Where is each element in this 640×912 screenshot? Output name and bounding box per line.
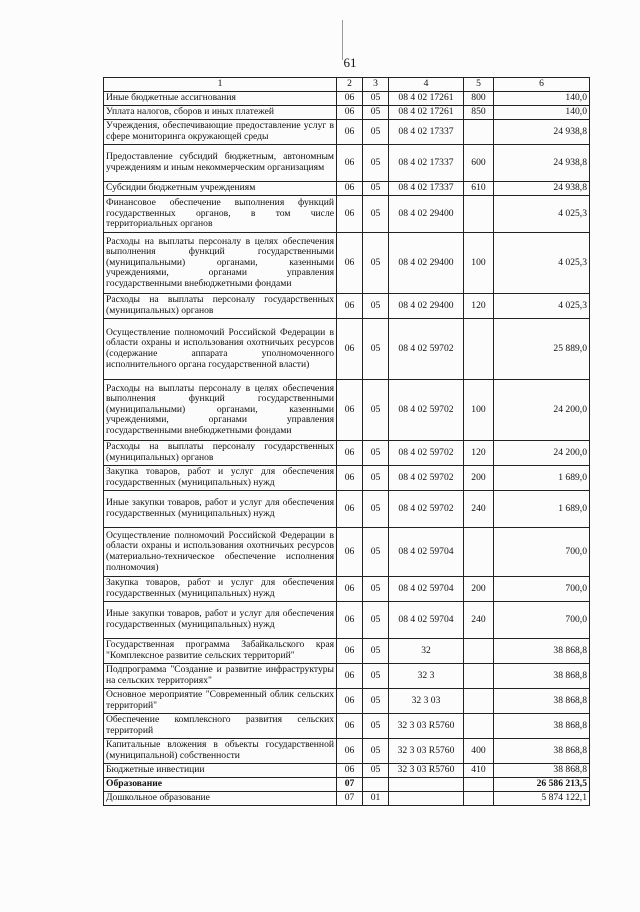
column-header: 5 (464, 78, 494, 92)
table-row (104, 120, 590, 145)
table-cell-subsection: 05 (363, 182, 389, 196)
table-cell-expense-type: 240 (464, 602, 494, 639)
table-cell-name: Бюджетные инвестиции (104, 764, 337, 778)
table-cell-target-code: 32 3 03 R5760 (389, 739, 464, 764)
table-cell-name: Капитальные вложения в объекты государственной (муниципальной) собственности (104, 739, 337, 764)
table-cell-target-code: 32 3 03 (389, 689, 464, 714)
table-cell-target-code: 08 4 02 17337 (389, 182, 464, 196)
table-cell-section: 06 (337, 319, 363, 380)
table-cell-expense-type: 610 (464, 182, 494, 196)
table-cell-target-code: 32 3 03 R5760 (389, 764, 464, 778)
table-row (104, 764, 590, 778)
table-cell-amount: 38 868,8 (494, 664, 590, 689)
table-cell-amount: 24 938,8 (494, 120, 590, 145)
table-cell-name: Подпрограмма "Создание и развитие инфраструктуры на сельских территориях" (104, 664, 337, 689)
table-cell-amount: 1 689,0 (494, 491, 590, 528)
table-cell-target-code: 08 4 02 59704 (389, 577, 464, 602)
table-cell-amount: 700,0 (494, 577, 590, 602)
table-cell-expense-type (464, 792, 494, 806)
table-cell-section: 06 (337, 602, 363, 639)
table-row (104, 196, 590, 233)
table-cell-name: Учреждения, обеспечивающие предоставление услуг в сфере мониторинга окружающей среды (104, 120, 337, 145)
table-cell-expense-type (464, 714, 494, 739)
table-cell-expense-type: 100 (464, 233, 494, 294)
table-cell-target-code: 08 4 02 59702 (389, 491, 464, 528)
table-cell-amount: 140,0 (494, 92, 590, 106)
table-cell-name: Закупка товаров, работ и услуг для обеспечения государственных (муниципальных) нужд (104, 577, 337, 602)
table-cell-amount: 38 868,8 (494, 639, 590, 664)
table-cell-name: Иные закупки товаров, работ и услуг для обеспечения государственных (муниципальных) нужд (104, 602, 337, 639)
table-cell-subsection: 05 (363, 528, 389, 577)
table-row (104, 528, 590, 577)
table-cell-subsection: 05 (363, 145, 389, 182)
table-cell-subsection: 05 (363, 466, 389, 491)
table-cell-expense-type: 100 (464, 380, 494, 441)
table-cell-section: 06 (337, 441, 363, 466)
table-cell-expense-type: 800 (464, 92, 494, 106)
table-cell-name: Предоставление субсидий бюджетным, автономным учреждениям и иным некоммерческим организациям (104, 145, 337, 182)
table-cell-amount: 24 938,8 (494, 145, 590, 182)
table-cell-target-code: 08 4 02 59702 (389, 466, 464, 491)
table-cell-expense-type: 600 (464, 145, 494, 182)
table-cell-expense-type: 120 (464, 441, 494, 466)
table-cell-amount: 4 025,3 (494, 233, 590, 294)
table-cell-target-code: 08 4 02 59702 (389, 441, 464, 466)
table-cell-amount: 38 868,8 (494, 689, 590, 714)
table-row (104, 739, 590, 764)
table-cell-name: Осуществление полномочий Российской Федерации в области охраны и использования охотничьих ресурсов (содержание аппарата уполномоченного исполнительного органа государственной власти) (104, 319, 337, 380)
table-row (104, 792, 590, 806)
table-row (104, 664, 590, 689)
table-row (104, 689, 590, 714)
table-row (104, 491, 590, 528)
table-cell-section: 06 (337, 92, 363, 106)
table-cell-section: 06 (337, 739, 363, 764)
table-cell-expense-type (464, 120, 494, 145)
table-cell-target-code: 08 4 02 17261 (389, 92, 464, 106)
table-cell-expense-type: 400 (464, 739, 494, 764)
table-cell-target-code: 08 4 02 29400 (389, 196, 464, 233)
table-cell-subsection: 05 (363, 319, 389, 380)
table-cell-target-code: 08 4 02 59704 (389, 602, 464, 639)
table-cell-subsection: 01 (363, 792, 389, 806)
table-cell-name: Образование (104, 778, 337, 792)
table-cell-amount: 26 586 213,5 (494, 778, 590, 792)
table-cell-section: 06 (337, 294, 363, 319)
table-row (104, 145, 590, 182)
table-cell-subsection (363, 778, 389, 792)
table-row (104, 233, 590, 294)
column-header: 4 (389, 78, 464, 92)
table-cell-name: Закупка товаров, работ и услуг для обеспечения государственных (муниципальных) нужд (104, 466, 337, 491)
table-cell-name: Государственная программа Забайкальского края "Комплексное развитие сельских территорий" (104, 639, 337, 664)
table-cell-subsection: 05 (363, 764, 389, 778)
table-cell-subsection: 05 (363, 639, 389, 664)
table-row (104, 639, 590, 664)
table-cell-section: 06 (337, 714, 363, 739)
table-cell-amount: 4 025,3 (494, 196, 590, 233)
table-row (104, 441, 590, 466)
table-cell-name: Расходы на выплаты персоналу государственных (муниципальных) органов (104, 441, 337, 466)
table-cell-expense-type (464, 319, 494, 380)
table-cell-target-code: 08 4 02 59704 (389, 528, 464, 577)
table-cell-subsection: 05 (363, 739, 389, 764)
table-cell-expense-type: 200 (464, 577, 494, 602)
table-cell-section: 06 (337, 577, 363, 602)
table-cell-amount: 25 889,0 (494, 319, 590, 380)
table-cell-section: 06 (337, 664, 363, 689)
table-row (104, 294, 590, 319)
table-cell-amount: 24 200,0 (494, 380, 590, 441)
table-row (104, 778, 590, 792)
table-cell-name: Расходы на выплаты персоналу в целях обеспечения выполнения функций государственными (муниципальными) органами, казенными учреждениями, органами управления государственными внебюджетными фондами (104, 233, 337, 294)
page-number: 61 (343, 55, 357, 70)
table-cell-amount: 24 200,0 (494, 441, 590, 466)
table-cell-subsection: 05 (363, 714, 389, 739)
table-cell-name: Уплата налогов, сборов и иных платежей (104, 106, 337, 120)
table-cell-name: Дошкольное образование (104, 792, 337, 806)
table-cell-subsection: 05 (363, 664, 389, 689)
table-cell-subsection: 05 (363, 441, 389, 466)
table-cell-amount: 38 868,8 (494, 714, 590, 739)
table-cell-section: 06 (337, 764, 363, 778)
table-cell-subsection: 05 (363, 491, 389, 528)
table-cell-amount: 700,0 (494, 602, 590, 639)
table-cell-expense-type (464, 528, 494, 577)
budget-table (103, 77, 590, 806)
table-cell-target-code (389, 778, 464, 792)
table-cell-section: 06 (337, 182, 363, 196)
table-row (104, 92, 590, 106)
table-row (104, 577, 590, 602)
table-cell-target-code: 08 4 02 59702 (389, 380, 464, 441)
table-cell-section: 06 (337, 528, 363, 577)
table-cell-section: 06 (337, 196, 363, 233)
table-cell-section: 06 (337, 689, 363, 714)
table-row (104, 380, 590, 441)
table-row (104, 182, 590, 196)
table-cell-section: 07 (337, 792, 363, 806)
table-cell-subsection: 05 (363, 120, 389, 145)
fold-line (342, 20, 343, 60)
table-cell-expense-type (464, 196, 494, 233)
table-cell-subsection: 05 (363, 294, 389, 319)
column-header: 6 (494, 78, 590, 92)
table-cell-expense-type: 410 (464, 764, 494, 778)
table-cell-amount: 5 874 122,1 (494, 792, 590, 806)
table-cell-amount: 140,0 (494, 106, 590, 120)
table-cell-expense-type (464, 778, 494, 792)
table-cell-name: Осуществление полномочий Российской Федерации в области охраны и использования охотничьих ресурсов (материально-техническое обеспечение исполнения полномочия) (104, 528, 337, 577)
table-cell-name: Основное мероприятие "Современный облик сельских территорий" (104, 689, 337, 714)
table-cell-name: Субсидии бюджетным учреждениям (104, 182, 337, 196)
table-cell-target-code: 08 4 02 59702 (389, 319, 464, 380)
header-row (104, 78, 590, 92)
table-cell-expense-type (464, 664, 494, 689)
table-cell-expense-type (464, 689, 494, 714)
table-cell-section: 06 (337, 466, 363, 491)
table-cell-name: Иные бюджетные ассигнования (104, 92, 337, 106)
table-cell-name: Финансовое обеспечение выполнения функций государственных органов, в том числе территориальных органов (104, 196, 337, 233)
table-row (104, 319, 590, 380)
table-cell-subsection: 05 (363, 92, 389, 106)
table-cell-subsection: 05 (363, 196, 389, 233)
table-cell-section: 06 (337, 380, 363, 441)
table-cell-expense-type: 240 (464, 491, 494, 528)
table-cell-subsection: 05 (363, 602, 389, 639)
table-cell-subsection: 05 (363, 233, 389, 294)
table-cell-name: Обеспечение комплексного развития сельских территорий (104, 714, 337, 739)
table-cell-amount: 38 868,8 (494, 739, 590, 764)
table-cell-subsection: 05 (363, 689, 389, 714)
table-cell-target-code: 32 (389, 639, 464, 664)
table-cell-section: 07 (337, 778, 363, 792)
table-cell-expense-type (464, 639, 494, 664)
table-cell-target-code: 08 4 02 17337 (389, 145, 464, 182)
table-cell-target-code: 32 3 (389, 664, 464, 689)
table-cell-name: Расходы на выплаты персоналу государственных (муниципальных) органов (104, 294, 337, 319)
column-header: 1 (104, 78, 337, 92)
table-cell-target-code: 08 4 02 29400 (389, 233, 464, 294)
table-cell-amount: 1 689,0 (494, 466, 590, 491)
table-cell-subsection: 05 (363, 577, 389, 602)
table-row (104, 466, 590, 491)
table-cell-target-code (389, 792, 464, 806)
table-cell-amount: 24 938,8 (494, 182, 590, 196)
table-cell-name: Иные закупки товаров, работ и услуг для обеспечения государственных (муниципальных) нужд (104, 491, 337, 528)
table-cell-amount: 38 868,8 (494, 764, 590, 778)
column-header: 2 (337, 78, 363, 92)
table-cell-target-code: 08 4 02 17337 (389, 120, 464, 145)
table-cell-expense-type: 120 (464, 294, 494, 319)
table-cell-expense-type: 200 (464, 466, 494, 491)
table-cell-section: 06 (337, 491, 363, 528)
table-cell-name: Расходы на выплаты персоналу в целях обеспечения выполнения функций государственными (муниципальными) органами, казенными учреждениями, органами управления государственными внебюджетными фондами (104, 380, 337, 441)
table-cell-section: 06 (337, 120, 363, 145)
table-cell-target-code: 08 4 02 29400 (389, 294, 464, 319)
column-header: 3 (363, 78, 389, 92)
table-row (104, 602, 590, 639)
table-cell-section: 06 (337, 639, 363, 664)
table-cell-target-code: 08 4 02 17261 (389, 106, 464, 120)
table-cell-section: 06 (337, 145, 363, 182)
table-cell-expense-type: 850 (464, 106, 494, 120)
table-cell-amount: 4 025,3 (494, 294, 590, 319)
table-cell-amount: 700,0 (494, 528, 590, 577)
table-cell-target-code: 32 3 03 R5760 (389, 714, 464, 739)
table-row (104, 106, 590, 120)
table-cell-subsection: 05 (363, 106, 389, 120)
table-cell-section: 06 (337, 106, 363, 120)
table-row (104, 714, 590, 739)
table-cell-subsection: 05 (363, 380, 389, 441)
table-cell-section: 06 (337, 233, 363, 294)
